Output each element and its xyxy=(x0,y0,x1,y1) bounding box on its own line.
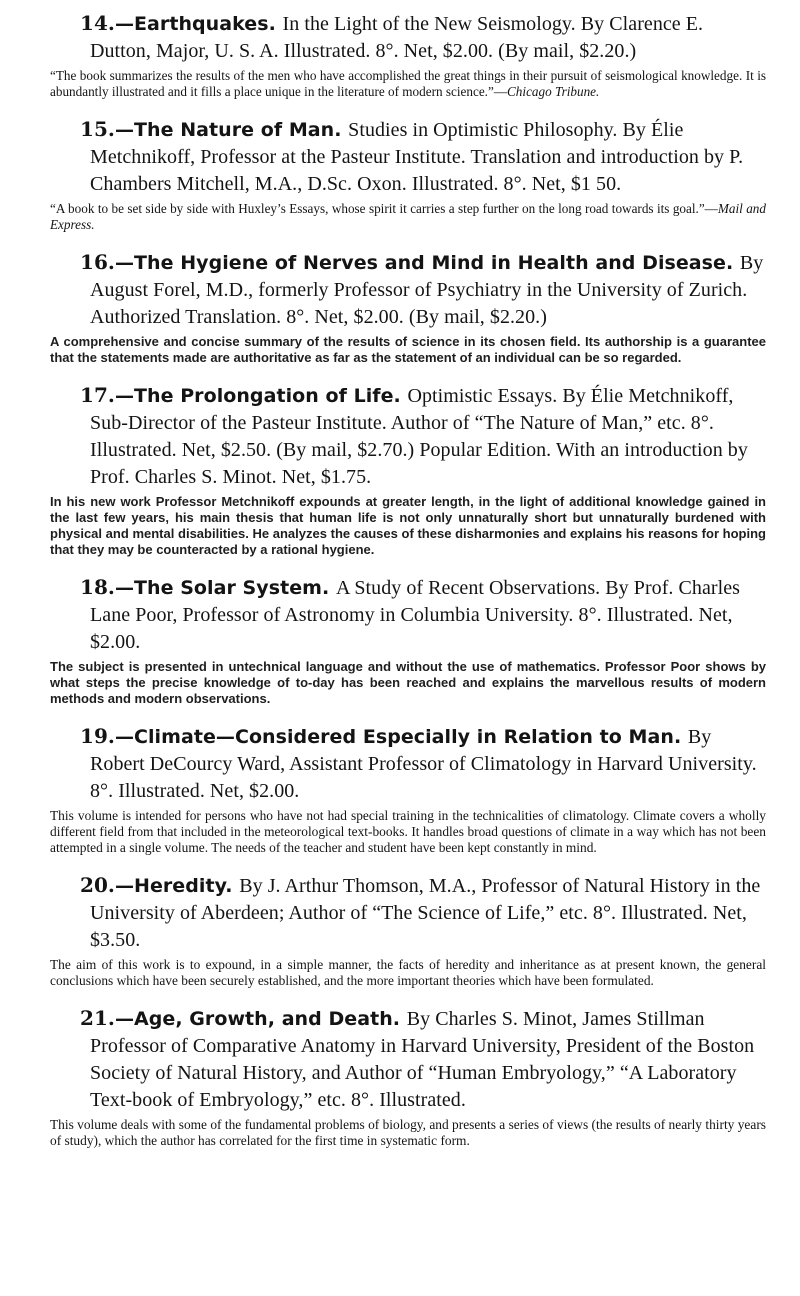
entry-heading xyxy=(50,723,766,804)
catalog-entry-14 xyxy=(50,10,766,100)
entry-heading xyxy=(50,574,766,655)
entry-heading xyxy=(50,10,766,64)
quote-source: Chicago Tribune. xyxy=(507,84,600,99)
entry-number: 21. xyxy=(80,1006,115,1030)
quote-text: “The book summarizes the results of the men who have accomplished the great things in their pursuit of seismological knowledge. It is abundantly illustrated and it fills a place unique in the literature of modern science.”— xyxy=(50,68,766,99)
entry-title: —The Hygiene of Nerves and Mind in Health and Disease. xyxy=(114,252,740,274)
entry-number: 18. xyxy=(80,575,115,599)
entry-description: This volume is intended for persons who have not had special training in the technicalities of climatology. Climate covers a wholly different field from that included in the meteorological text-books. It handles broad questions of climate in a way which has not been attempted in a single volume. The needs of the teacher and student have been kept constantly in mind. xyxy=(50,808,766,855)
entry-quote xyxy=(50,201,766,233)
entry-body: In the Light of the New Seismology. By Clarence E. Dutton, Major, U. S. A. Illustrated. 8°. Net, $2.00. (By mail, $2.20.) xyxy=(90,13,704,62)
entry-description: The aim of this work is to expound, in a simple manner, the facts of heredity and inheritance as at present known, the general conclusions which have been securely established, and the more important theories which have been formulated. xyxy=(50,957,766,988)
catalog-entry-16 xyxy=(50,249,766,366)
entry-title: —Climate—Considered Especially in Relation to Man. xyxy=(114,726,688,748)
entry-title: —Heredity. xyxy=(114,875,240,897)
entry-title: —The Nature of Man. xyxy=(114,119,349,141)
quote-text: “A book to be set side by side with Huxley’s Essays, whose spirit it carries a step further on the long road towards its goal.”— xyxy=(50,201,718,216)
entry-number: 19. xyxy=(80,724,115,748)
entry-title: —The Prolongation of Life. xyxy=(114,385,408,407)
entry-title: —Earthquakes. xyxy=(114,13,283,35)
quote-source: Mail and Express. xyxy=(50,201,766,232)
entry-body: By Robert DeCourcy Ward, Assistant Professor of Climatology in Harvard University. 8°. Illustrated. Net, $2.00. xyxy=(90,726,757,802)
entry-body: By August Forel, M.D., formerly Professor of Psychiatry in the University of Zurich. Authorized Translation. 8°. Net, $2.00. (By mail, $2.20.) xyxy=(90,252,764,328)
entry-heading xyxy=(50,382,766,490)
entry-body: By J. Arthur Thomson, M.A., Professor of Natural History in the University of Aberdeen; Author of “The Science of Life,” etc. 8°. Illustrated. Net, $3.50. xyxy=(90,875,761,951)
entry-body: A Study of Recent Observations. By Prof. Charles Lane Poor, Professor of Astronomy in Columbia University. 8°. Illustrated. Net, $2.00. xyxy=(90,577,740,653)
entry-title: —Age, Growth, and Death. xyxy=(114,1008,407,1030)
catalog-entry-21 xyxy=(50,1005,766,1149)
entry-description: The subject is presented in untechnical language and without the use of mathematics. Professor Poor shows by what steps the precise knowledge of to-day has been reached and explains the marvellous results of modern methods and modern observations. xyxy=(50,659,766,706)
entry-heading xyxy=(50,1005,766,1113)
entry-number: 15. xyxy=(80,117,115,141)
catalog-entry-17 xyxy=(50,382,766,558)
catalog-entry-20 xyxy=(50,872,766,989)
entry-number: 17. xyxy=(80,383,115,407)
entry-body: Studies in Optimistic Philosophy. By Élie Metchnikoff, Professor at the Pasteur Institute. Translation and introduction by P. Chambers Mitchell, M.A., D.Sc. Oxon. Illustrated. 8°. Net, $1 50. xyxy=(90,119,744,195)
entry-heading xyxy=(50,249,766,330)
entry-number: 20. xyxy=(80,873,115,897)
entry-heading xyxy=(50,872,766,953)
entry-body: Optimistic Essays. By Élie Metchnikoff, Sub-Director of the Pasteur Institute. Author of “The Nature of Man,” etc. 8°. Illustrated. Net, $2.50. (By mail, $2.70.) Popular Edition. With an introduction by Prof. Charles S. Minot. Net, $1.75. xyxy=(90,385,748,488)
entry-number: 14. xyxy=(80,11,115,35)
catalog-entry-18 xyxy=(50,574,766,707)
entry-description: A comprehensive and concise summary of the results of science in its chosen field. Its authorship is a guarantee that the statements made are authoritative as far as the statement of an individual can be so regarded. xyxy=(50,334,766,365)
entry-heading xyxy=(50,116,766,197)
entry-quote xyxy=(50,68,766,100)
entry-number: 16. xyxy=(80,250,115,274)
entry-description: This volume deals with some of the fundamental problems of biology, and presents a series of views (the results of nearly thirty years of study), which the author has correlated for the first time in systematic form. xyxy=(50,1117,766,1148)
entry-description: In his new work Professor Metchnikoff expounds at greater length, in the light of additional knowledge gained in the last few years, his main thesis that human life is not only unnaturally short but unnaturally burdened with physical and mental disabilities. He analyzes the causes of these disharmonies and explains his reasons for hoping that they may be counteracted by a rational hygiene. xyxy=(50,494,766,557)
entry-body: By Charles S. Minot, James Stillman Professor of Comparative Anatomy in Harvard University, President of the Boston Society of Natural History, and Author of “Human Embryology,” “A Laboratory Text-book of Embryology,” etc. 8°. Illustrated. xyxy=(90,1008,755,1111)
entry-title: —The Solar System. xyxy=(114,577,336,599)
catalog-entry-19 xyxy=(50,723,766,856)
catalog-entry-15 xyxy=(50,116,766,233)
